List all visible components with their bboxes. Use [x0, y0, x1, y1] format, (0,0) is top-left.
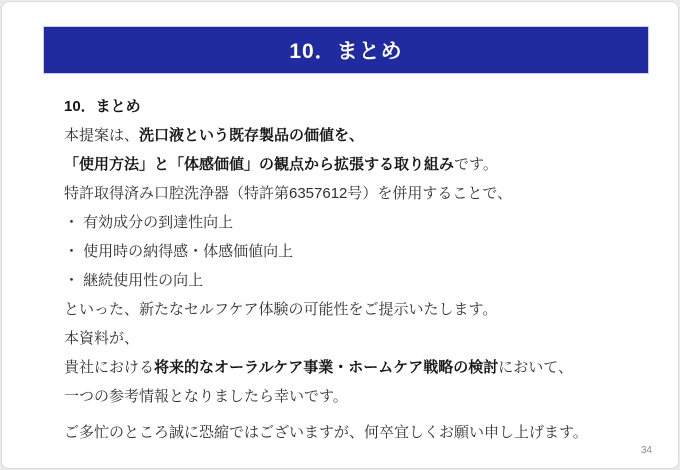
bullet-item-2: ・ 使用時の納得感・体感価値向上 [64, 243, 294, 260]
page-number: 34 [640, 445, 652, 456]
proposal-line-2: 「使用方法」と「体感価値」の観点から拡張する取り組みです。 [64, 156, 498, 173]
bullet-item-3: ・ 継続使用性の向上 [64, 272, 204, 289]
document-line: 本資料が、 [64, 330, 140, 347]
slide-title-banner [43, 26, 649, 74]
body-heading [64, 92, 650, 121]
closing-line: ご多忙のところ誠に恐縮ではございますが、何卒宜しくお願い申し上げます。 [64, 424, 588, 441]
slide-canvas [1, 1, 679, 469]
selfcare-line: といった、新たなセルフケア体験の可能性をご提示いたします。 [64, 301, 498, 318]
strategy-line: 貴社における将来的なオーラルケア事業・ホームケア戦略の検討において、 [64, 359, 573, 376]
body-heading-text: 10．まとめ [64, 98, 141, 115]
reference-line: 一つの参考情報となりましたら幸いです。 [64, 388, 348, 405]
patent-line: 特許取得済み口腔洗浄器（特許第6357612号）を併用することで、 [64, 185, 513, 202]
proposal-line-1: 本提案は、洗口液という既存製品の価値を、 [64, 127, 365, 144]
slide-title: 10．まとめ [289, 40, 403, 63]
slide-body [64, 92, 650, 447]
bullet-item-1: ・ 有効成分の到達性向上 [64, 214, 234, 231]
